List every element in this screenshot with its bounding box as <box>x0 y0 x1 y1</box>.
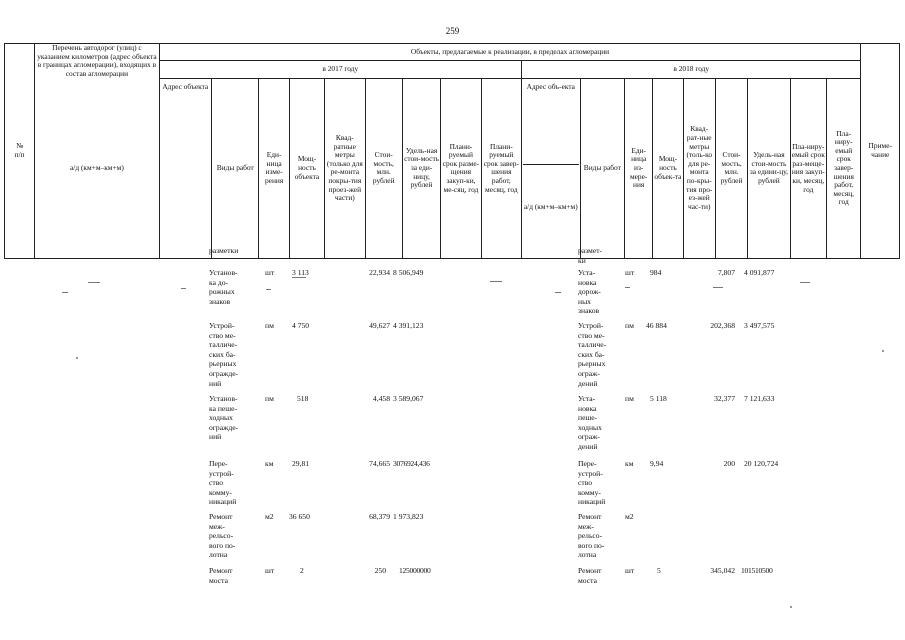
row-6-unit-2018: м2 <box>625 512 634 521</box>
row-6-work-2018: Ремонт меж- рельсо- вого по- лотна <box>578 512 605 560</box>
scan-mark <box>88 282 100 283</box>
table-header <box>4 43 900 259</box>
row-1-work-2017: разметки <box>209 246 239 255</box>
row-3-work-2018: Устрой- ство ме- талличе- ских ба- рьерных ограж- дений <box>578 321 607 388</box>
header-objects: Объекты, предлагаемые к реализации, в пределах агломерации <box>159 44 861 61</box>
header-no: № п/п <box>5 44 35 259</box>
row-5-cost-2018: 200 <box>723 459 735 468</box>
header-unit-2018: Еди-ница из-мере-ния <box>625 78 653 258</box>
row-6-work-2017: Ремонт меж- рельсо- вого по- лотна <box>209 512 236 560</box>
row-2-unit-2018: шт <box>625 268 635 277</box>
header-addr-2018-ad: а/д (км+м–км+м) <box>523 201 578 211</box>
header-plan-buy-2018: Пла-ниру-емый срок раз-меще-ния закуп-ки, месяц, год <box>790 78 826 258</box>
row-6-unit-2017: м2 <box>265 512 274 521</box>
row-7-work-2018: Ремонт моста <box>578 566 602 585</box>
scan-mark <box>625 287 630 288</box>
row-2-unit-cost-2018: 4 091,877 <box>744 268 775 277</box>
header-plan-buy-2017: Плани-руемый срок разме-щения закуп-ки, ме-сяц, год <box>441 78 481 258</box>
row-3-unit-2017: пм <box>265 321 274 330</box>
scan-mark <box>181 288 186 289</box>
row-5-power-2018: 9,94 <box>650 459 664 468</box>
header-unit-2017: Еди-ница изме-рения <box>259 78 289 258</box>
row-6-cost-2017: 68,379 <box>369 512 390 521</box>
row-2-work-2017: Установ- ка до- рожных знаков <box>209 268 238 306</box>
scan-mark <box>76 357 78 359</box>
row-6-power-2017: 36 650 <box>289 512 310 521</box>
row-2-cost-2017: 22,934 <box>369 268 390 277</box>
header-types-2017: Виды работ <box>212 78 259 258</box>
row-2-unit-2017: шт <box>265 268 275 277</box>
header-unit-cost-2017: Удель-ная стои-мость за еди-ницу, рублей <box>402 78 440 258</box>
row-3-unit-cost-2017: 4 391,123 <box>393 321 424 330</box>
row-3-power-2017: 4 750 <box>292 321 310 330</box>
scan-mark <box>555 292 561 293</box>
row-7-unit-2017: шт <box>265 566 275 575</box>
row-2-cost-2018: 7,807 <box>717 268 735 277</box>
header-road-ad: а/д (км+м–км+м) <box>35 78 159 258</box>
scan-mark <box>790 606 792 608</box>
header-power-2017: Мощ-ность объекта <box>289 78 324 258</box>
row-5-work-2017: Пере- устрой- ство комму- никаций <box>209 459 237 507</box>
header-note: Приме-чание <box>861 44 900 259</box>
row-7-unit-cost-2018: 101510500 <box>741 566 773 575</box>
row-1-work-2018: размет- ки <box>578 246 603 265</box>
row-5-cost-2017: 74,665 <box>369 459 390 468</box>
row-7-unit-cost-2017: 125000000 <box>399 566 431 575</box>
row-4-unit-cost-2018: 7 121,633 <box>744 394 775 403</box>
scan-mark <box>800 282 810 283</box>
row-5-unit-2018: км <box>625 459 634 468</box>
header-year-2017: в 2017 году <box>159 61 522 78</box>
row-7-unit-2018: шт <box>625 566 635 575</box>
row-7-work-2017: Ремонт моста <box>209 566 233 585</box>
row-5-unit-cost-2018: 20 120,724 <box>744 459 779 468</box>
row-2-unit-cost-2017: 8 506,949 <box>393 268 424 277</box>
header-unit-cost-2018: Удель-ная стои-мость за едини-цу, рублей <box>748 78 790 258</box>
scan-mark <box>62 292 68 293</box>
row-2-power-2018: 984 <box>650 268 662 277</box>
row-6-unit-cost-2017: 1 973,823 <box>393 512 424 521</box>
header-power-2018: Мощ-ность объек-та <box>653 78 683 258</box>
scan-mark <box>266 289 271 290</box>
row-3-cost-2018: 202,368 <box>710 321 735 330</box>
scan-mark <box>882 350 884 352</box>
row-5-unit-2017: км <box>265 459 274 468</box>
row-2-work-2018: Уста- новка дорож- ных знаков <box>578 268 601 316</box>
row-4-work-2018: Уста- новка пеше- ходных ограж- дений <box>578 394 602 451</box>
row-7-power-2018: 5 <box>657 566 661 575</box>
row-3-unit-2018: пм <box>625 321 634 330</box>
row-5-power-2017: 29,81 <box>292 459 310 468</box>
header-cost-2017: Стои-мость, млн. рублей <box>365 78 402 258</box>
row-5-unit-cost-2017: 3076924,436 <box>393 459 430 468</box>
row-4-power-2017: 518 <box>297 394 309 403</box>
row-4-cost-2017: 4,458 <box>372 394 390 403</box>
row-4-unit-2018: пм <box>625 394 634 403</box>
row-7-cost-2018: 345,042 <box>710 566 735 575</box>
row-2-power-2017: 3 113 <box>292 268 309 277</box>
row-4-cost-2018: 32,377 <box>714 394 735 403</box>
scan-mark <box>292 277 306 278</box>
header-types-2018: Виды работ <box>580 78 624 258</box>
header-year-2018: в 2018 году <box>522 61 861 78</box>
header-addr-2018-title: Адрес объ-екта <box>523 79 579 165</box>
row-7-power-2017: 2 <box>300 566 304 575</box>
header-addr-2018 <box>522 78 581 258</box>
header-plan-done-2018: Пла-ниру-емый срок завер-шения работ, месяц, год <box>826 78 861 258</box>
header-sqm-2017: Квад-ратные метры (только для ре-монта покры-тия проез-жей части) <box>325 78 365 258</box>
row-3-power-2018: 46 884 <box>646 321 667 330</box>
scan-mark <box>713 287 723 288</box>
row-4-unit-2017: пм <box>265 394 274 403</box>
header-sqm-2018: Квад-рат-ные метры (толь-ко для ре-монта по-кры-тия про-ез-жей час-ти) <box>683 78 715 258</box>
row-4-work-2017: Установ- ка пеше- ходных огражде- ний <box>209 394 239 442</box>
row-5-work-2018: Пере- устрой- ство комму- никаций <box>578 459 606 507</box>
row-3-cost-2017: 49,627 <box>369 321 390 330</box>
page-number: 259 <box>445 26 460 36</box>
row-4-unit-cost-2017: 3 589,067 <box>393 394 424 403</box>
row-3-unit-cost-2018: 3 497,575 <box>744 321 775 330</box>
scan-mark <box>490 281 502 282</box>
row-3-work-2017: Устрой- ство ме- талличе- ских ба- рьерных огражде- ний <box>209 321 239 388</box>
row-7-cost-2017: 250 <box>374 566 386 575</box>
header-plan-done-2017: Плани-руемый срок завер-шения работ, месяц, год <box>481 78 521 258</box>
row-4-power-2018: 5 118 <box>650 394 667 403</box>
header-addr-2017: Адрес объекта <box>159 78 212 258</box>
header-cost-2018: Стои-мость, млн. рублей <box>715 78 747 258</box>
header-road-list: Перечень автодорог (улиц) с указанием километров (адрес объекта в границах агломерации), входящих в состав агломерации <box>35 44 159 79</box>
